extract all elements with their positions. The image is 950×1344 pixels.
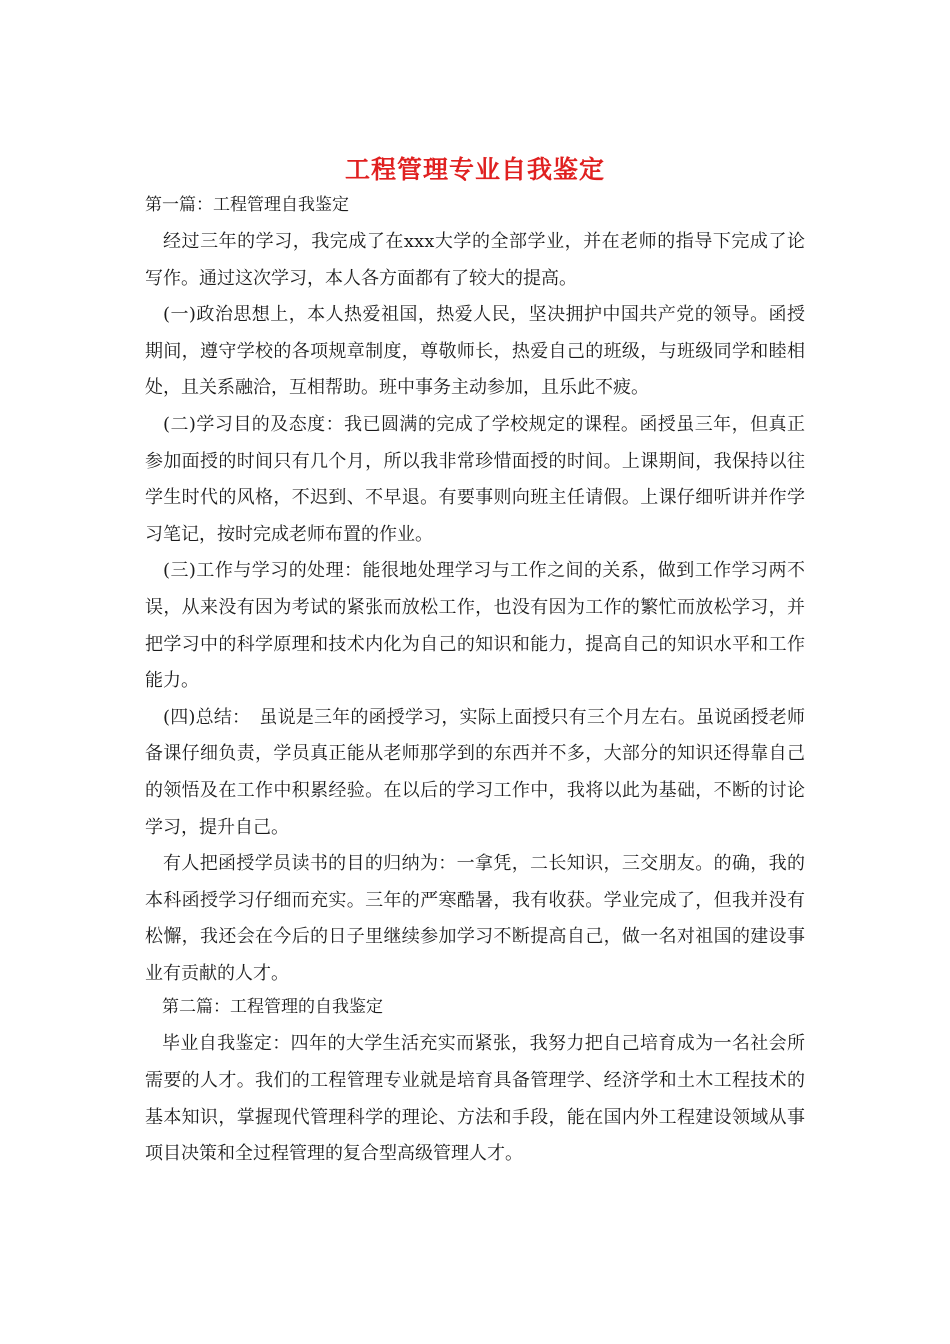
paragraph-conclusion: 有人把函授学员读书的目的归纳为：一拿凭，二长知识，三交朋友。的确，我的本科函授学习仔细而充实。三年的严寒酷暑，我有收获。学业完成了，但我并没有松懈，我还会在今后的日子里继续参加学习不断提高自己，做一名对祖国的建设事业有贡献的人才。 (145, 853, 805, 984)
paragraph-summary: (四)总结： 虽说是三年的函授学习，实际上面授只有三个月左右。虽说函授老师备课仔细负责，学员真正能从老师那学到的东西并不多，大部分的知识还得靠自己的领悟及在工作中积累经验。在以后的学习工作中，我将以此为基础，不断的讨论学习，提升自己。 (145, 706, 805, 838)
document-page (145, 150, 805, 1173)
paragraph-graduation: 毕业自我鉴定：四年的大学生活充实而紧张，我努力把自己培育成为一名社会所需要的人才。我们的工程管理专业就是培育具备管理学、经济学和土木工程技术的基本知识，掌握现代管理科学的理论、方法和手段，能在国内外工程建设领域从事项目决策和全过程管理的复合型高级管理人才。 (145, 1033, 805, 1165)
paragraph-intro: 经过三年的学习，我完成了在xxx大学的全部学业，并在老师的指导下完成了论写作。通过这次学习，本人各方面都有了较大的提高。 (145, 231, 805, 289)
document-title: 工程管理专业自我鉴定 (344, 155, 605, 184)
paragraph-work-study: (三)工作与学习的处理：能很地处理学习与工作之间的关系，做到工作学习两不误，从来没有因为考试的紧张而放松工作，也没有因为工作的繁忙而放松学习，并把学习中的科学原理和技术内化为自己的知识和能力，提高自己的知识水平和工作能力。 (145, 560, 805, 692)
paragraph-study-attitude: (二)学习目的及态度：我已圆满的完成了学校规定的课程。函授虽三年，但真正参加面授的时间只有几个月，所以我非常珍惜面授的时间。上课期间，我保持以往学生时代的风格，不迟到、不早退。有要事则向班主任请假。上课仔细听讲并作学习笔记，按时完成老师布置的作业。 (145, 413, 805, 545)
section-1-heading: 第一篇：工程管理自我鉴定 (145, 195, 349, 215)
paragraph-politics: (一)政治思想上，本人热爱祖国，热爱人民，坚决拥护中国共产党的领导。函授期间，遵守学校的各项规章制度，尊敬师长，热爱自己的班级，与班级同学和睦相处，且关系融洽，互相帮助。班中事务主动参加，且乐此不疲。 (145, 304, 805, 399)
section-2-heading: 第二篇：工程管理的自我鉴定 (162, 997, 383, 1018)
